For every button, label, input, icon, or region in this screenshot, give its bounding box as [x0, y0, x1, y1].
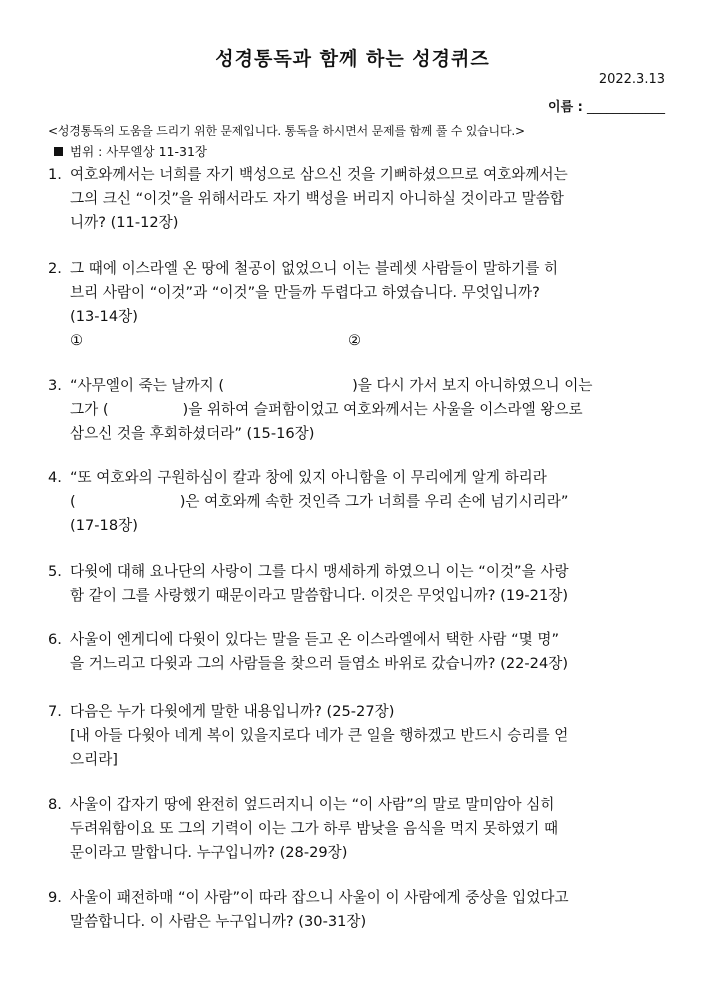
question-line: 을 거느리고 다윗과 그의 사람들을 찾으러 들염소 바위로 갔습니까? (22-24장): [70, 655, 569, 672]
question-6: [48, 628, 668, 676]
question-line: 니까? (11-12장): [70, 214, 179, 231]
question-line: 두려워함이요 또 그의 기력이 이는 그가 하루 밤낮을 음식을 먹지 못하였기 때: [70, 820, 559, 837]
date-text: 2022.3.13: [598, 72, 665, 87]
question-line: 그의 크신 “이것”을 위해서라도 자기 백성을 버리지 아니하실 것이라고 말씀합: [70, 190, 564, 207]
question-line: 삼으신 것을 후회하셨더라” (15-16장): [70, 425, 315, 442]
answer-slot-1[interactable]: ①: [70, 332, 84, 349]
question-line: 여호와께서는 너희를 자기 백성으로 삼으신 것을 기뻐하셨으므로 여호와께서는: [70, 166, 568, 183]
question-line: (17-18장): [70, 517, 138, 534]
question-number: 4.: [48, 469, 62, 486]
question-number: 1.: [48, 166, 62, 183]
question-line: 그가 ( )을 위하여 슬퍼함이었고 여호와께서는 사울을 이스라엘 왕으로: [70, 401, 583, 418]
question-line: ( )은 여호와께 속한 것인즉 그가 너희를 우리 손에 넘기시리라”: [70, 493, 569, 510]
question-line: 으리라]: [70, 751, 118, 768]
question-2: [48, 257, 668, 353]
question-3: [48, 374, 668, 446]
name-field[interactable]: [548, 96, 665, 115]
question-number: 8.: [48, 796, 62, 813]
question-7: [48, 700, 668, 772]
question-number: 3.: [48, 377, 62, 394]
square-bullet-icon: [54, 147, 63, 156]
name-label: 이름 :: [548, 100, 583, 115]
question-line: [내 아들 다윗아 네게 복이 있을지로다 네가 큰 일을 행하겠고 반드시 승리를 얻: [70, 727, 569, 744]
question-line: “사무엘이 죽는 날까지 ( )을 다시 가서 보지 아니하였으니 이는: [70, 377, 593, 394]
question-line: 사울이 패전하매 “이 사람”이 따라 잡으니 사울이 이 사람에게 중상을 입었다고: [70, 889, 569, 906]
page-title: 성경통독과 함께 하는 성경퀴즈: [215, 48, 490, 70]
range-line: [54, 142, 207, 160]
question-line: 함 같이 그를 사랑했기 때문이라고 말씀합니다. 이것은 무엇입니까? (19-21장): [70, 587, 569, 604]
question-line: 사울이 엔게디에 다윗이 있다는 말을 듣고 온 이스라엘에서 택한 사람 “몇 명”: [70, 631, 560, 648]
question-8: [48, 793, 668, 865]
question-line: 말씀합니다. 이 사람은 누구입니까? (30-31장): [70, 913, 367, 930]
question-number: 2.: [48, 260, 62, 277]
question-4: [48, 466, 668, 538]
range-text: 범위 : 사무엘상 11-31장: [70, 144, 207, 159]
question-line: “또 여호와의 구원하심이 칼과 창에 있지 아니함을 이 무리에게 알게 하리라: [70, 469, 547, 486]
question-9: [48, 886, 668, 934]
question-line: 사울이 갑자기 땅에 완전히 엎드러지니 이는 “이 사람”의 말로 말미암아 심히: [70, 796, 555, 813]
question-number: 7.: [48, 703, 62, 720]
question-line: 문이라고 말합니다. 누구입니까? (28-29장): [70, 844, 348, 861]
question-number: 6.: [48, 631, 62, 648]
question-1: [48, 163, 668, 235]
question-number: 9.: [48, 889, 62, 906]
question-line: 다음은 누가 다윗에게 말한 내용입니까? (25-27장): [70, 703, 395, 720]
answer-slot-2[interactable]: ②: [348, 332, 362, 349]
question-line: 그 때에 이스라엘 온 땅에 철공이 없었으니 이는 블레셋 사람들이 말하기를 히: [70, 260, 559, 277]
question-line: 다윗에 대해 요나단의 사랑이 그를 다시 맹세하게 하였으니 이는 “이것”을 사랑: [70, 563, 569, 580]
answer-marks: [70, 329, 668, 353]
question-line: (13-14장): [70, 308, 138, 325]
question-5: [48, 560, 668, 608]
name-blank: ____________: [587, 100, 665, 115]
question-line: 브리 사람이 “이것”과 “이것”을 만들까 두렵다고 하였습니다. 무엇입니까?: [70, 284, 540, 301]
question-number: 5.: [48, 563, 62, 580]
intro-text: <성경통독의 도움을 드리기 위한 문제입니다. 통독을 하시면서 문제를 함께 풀 수 있습니다.>: [48, 124, 525, 138]
